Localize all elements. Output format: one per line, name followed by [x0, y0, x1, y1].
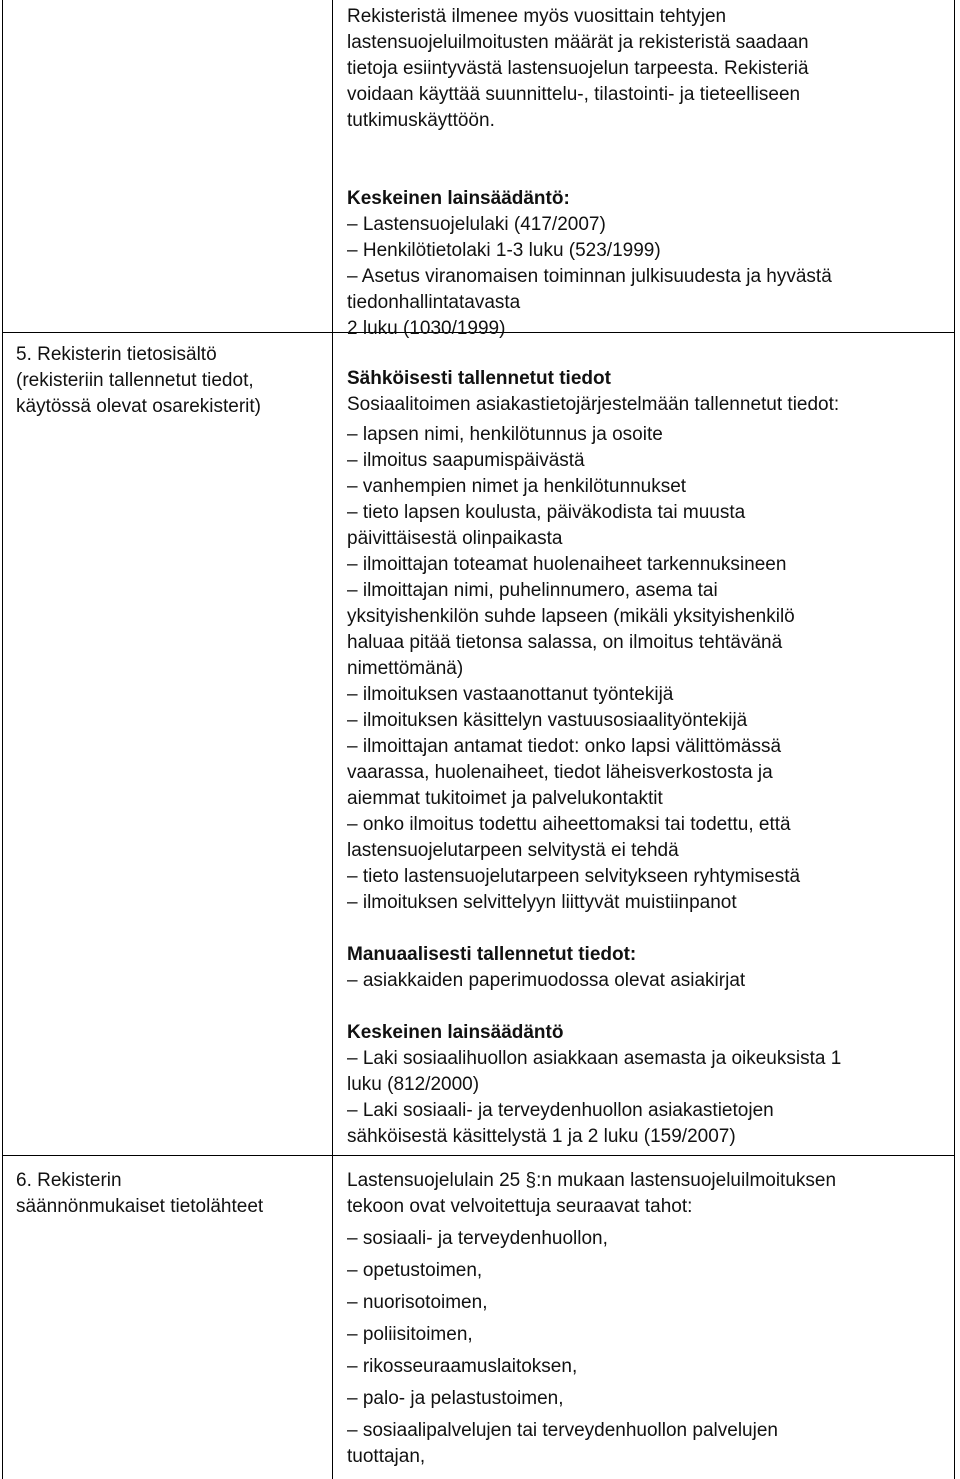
electronic-item: päivittäisestä olinpaikasta	[347, 528, 563, 549]
legislation2-item: sähköisestä käsittelystä 1 ja 2 luku (159/2007)	[347, 1126, 736, 1147]
intro-line: tutkimuskäyttöön.	[347, 110, 495, 131]
section5-content	[347, 366, 937, 1150]
section5-label	[16, 342, 312, 420]
electronic-item: – ilmoittajan antamat tiedot: onko lapsi välittömässä	[347, 736, 782, 757]
electronic-item: – onko ilmoitus todettu aiheettomaksi tai todettu, että	[347, 814, 791, 835]
manual-item: – asiakkaiden paperimuodossa olevat asiakirjat	[347, 970, 746, 991]
legislation-item: tiedonhallintatavasta	[347, 292, 521, 313]
electronic-item: – ilmoituksen selvittelyyn liittyvät muistiinpanot	[347, 892, 737, 913]
legislation-item: – Lastensuojelulaki (417/2007)	[347, 214, 606, 235]
reporter-item: – opetustoimen,	[347, 1260, 483, 1281]
reporter-item: – poliisitoimen,	[347, 1324, 473, 1345]
electronic-item: – ilmoittajan toteamat huolenaiheet tarkennuksineen	[347, 554, 787, 575]
electronic-item: – tieto lapsen koulusta, päiväkodista tai muusta	[347, 502, 746, 523]
intro-line: tietoja esiintyvästä lastensuojelun tarpeesta. Rekisteriä	[347, 58, 809, 79]
reporter-item: – nuorisotoimen,	[347, 1292, 488, 1313]
electronic-item: – ilmoituksen käsittelyn vastuusosiaalityöntekijä	[347, 710, 748, 731]
section6-label-line: säännönmukaiset tietolähteet	[16, 1196, 264, 1217]
table-border-left	[2, 0, 3, 1479]
reporter-item: – palo- ja pelastustoimen,	[347, 1388, 564, 1409]
electronic-item: – lapsen nimi, henkilötunnus ja osoite	[347, 424, 663, 445]
electronic-item: lastensuojelutarpeen selvitystä ei tehdä	[347, 840, 679, 861]
section5-label-line: 5. Rekisterin tietosisältö	[16, 344, 217, 365]
electronic-item: – tieto lastensuojelutarpeen selvitykseen ryhtymisestä	[347, 866, 801, 887]
electronic-item: – ilmoittajan nimi, puhelinnumero, asema tai	[347, 580, 718, 601]
legislation-item: 2 luku (1030/1999)	[347, 318, 506, 339]
section6-label	[16, 1168, 312, 1220]
electronic-item: yksityishenkilön suhde lapseen (mikäli yksityishenkilö	[347, 606, 795, 627]
section6-intro-line: tekoon ovat velvoitettuja seuraavat tahot:	[347, 1196, 693, 1217]
legislation-item: – Asetus viranomaisen toiminnan julkisuudesta ja hyvästä	[347, 266, 832, 287]
electronic-item: – ilmoituksen vastaanottanut työntekijä	[347, 684, 674, 705]
legislation2-item: – Laki sosiaalihuollon asiakkaan asemasta ja oikeuksista 1	[347, 1048, 842, 1069]
reporter-item: – rikosseuraamuslaitoksen,	[347, 1356, 578, 1377]
electronic-subheading: Sosiaalitoimen asiakastietojärjestelmään tallennetut tiedot:	[347, 394, 840, 415]
intro-cell	[347, 4, 937, 342]
legislation2-heading: Keskeinen lainsäädäntö	[347, 1022, 564, 1043]
legislation-heading: Keskeinen lainsäädäntö:	[347, 188, 570, 209]
reporter-item: – sosiaali- ja terveydenhuollon,	[347, 1228, 608, 1249]
electronic-item: vaarassa, huolenaiheet, tiedot läheisverkostosta ja	[347, 762, 773, 783]
electronic-heading: Sähköisesti tallennetut tiedot	[347, 368, 611, 389]
electronic-item: – vanhempien nimet ja henkilötunnukset	[347, 476, 687, 497]
section6-intro-line: Lastensuojelulain 25 §:n mukaan lastensuojeluilmoituksen	[347, 1170, 837, 1191]
row-divider-6	[2, 1155, 955, 1156]
table-border-middle	[332, 0, 333, 1479]
reporter-item: – sosiaalipalvelujen tai terveydenhuollon palvelujen	[347, 1420, 778, 1441]
section6-label-line: 6. Rekisterin	[16, 1170, 122, 1191]
reporter-item: tuottajan,	[347, 1446, 426, 1467]
manual-heading: Manuaalisesti tallennetut tiedot:	[347, 944, 637, 965]
section5-label-line: käytössä olevat osarekisterit)	[16, 396, 261, 417]
electronic-item: nimettömänä)	[347, 658, 464, 679]
electronic-item: haluaa pitää tietonsa salassa, on ilmoitus tehtävänä	[347, 632, 783, 653]
section6-content	[347, 1168, 937, 1470]
intro-line: Rekisteristä ilmenee myös vuosittain tehtyjen	[347, 6, 727, 27]
electronic-item: aiemmat tukitoimet ja palvelukontaktit	[347, 788, 663, 809]
electronic-item: – ilmoitus saapumispäivästä	[347, 450, 585, 471]
table-border-right	[954, 0, 955, 1479]
legislation-item: – Henkilötietolaki 1-3 luku (523/1999)	[347, 240, 661, 261]
intro-line: voidaan käyttää suunnittelu-, tilastointi- ja tieteelliseen	[347, 84, 801, 105]
intro-line: lastensuojeluilmoitusten määrät ja rekisteristä saadaan	[347, 32, 809, 53]
legislation2-item: – Laki sosiaali- ja terveydenhuollon asiakastietojen	[347, 1100, 774, 1121]
section5-label-line: (rekisteriin tallennetut tiedot,	[16, 370, 254, 391]
legislation2-item: luku (812/2000)	[347, 1074, 480, 1095]
